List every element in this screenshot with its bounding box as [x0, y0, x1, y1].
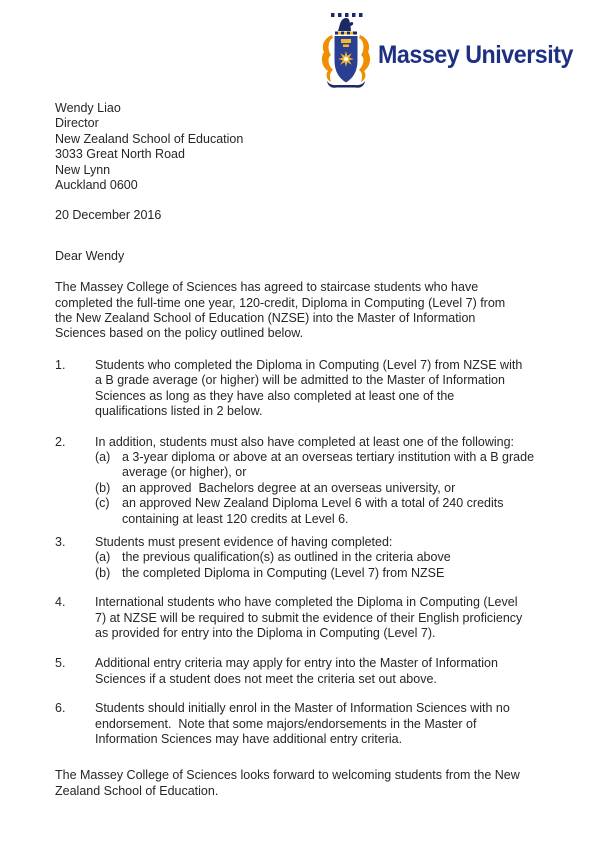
massey-crest-icon [319, 12, 373, 90]
recipient-address-line: Director [55, 116, 99, 131]
policy-item [55, 358, 585, 420]
policy-sub-item-line: an approved New Zealand Diploma Level 6 with a total of 240 credits [122, 496, 504, 511]
policy-sub-item [95, 496, 585, 527]
recipient-address-line: New Lynn [55, 162, 111, 177]
policy-item-line: Sciences if a student does not meet the criteria set out above. [95, 671, 437, 686]
policy-sub-item-label: (a) [95, 550, 111, 565]
policy-sub-item-body [122, 496, 585, 527]
letter-content [55, 101, 585, 799]
policy-sub-item-label: (b) [95, 480, 111, 495]
recipient-address-line: 3033 Great North Road [55, 147, 185, 162]
crest-horse-head [338, 18, 353, 31]
policy-item-number: 4. [55, 595, 66, 610]
salutation: Dear Wendy [55, 248, 125, 263]
recipient-address-line: Wendy Liao [55, 101, 121, 115]
policy-item-line: Information Sciences may have additional entry criteria. [95, 732, 403, 746]
policy-item-body [95, 701, 585, 747]
policy-sub-item-line: containing at least 120 credits at Level 6. [122, 511, 349, 526]
policy-sub-item-body [122, 566, 585, 581]
policy-item-body [95, 358, 585, 420]
closing-line: Zealand School of Education. [55, 783, 219, 798]
policy-item-body [95, 535, 585, 581]
closing-line: The Massey College of Sciences looks forward to welcoming students from the New [55, 768, 520, 783]
policy-sub-item [95, 481, 585, 496]
policy-sub-item-body [122, 481, 585, 496]
policy-item-body [95, 595, 585, 641]
policy-list [55, 358, 585, 748]
recipient-address-block [55, 101, 585, 193]
date-line: 20 December 2016 [55, 208, 162, 223]
policy-item [55, 435, 585, 527]
policy-sub-item-label: (b) [95, 565, 111, 580]
policy-sub-item-line: an approved Bachelors degree at an overseas university, or [122, 480, 456, 495]
policy-sub-item-body [122, 550, 585, 565]
policy-item-line: In addition, students must also have completed at least one of the following: [95, 434, 515, 449]
policy-item-number: 1. [55, 357, 66, 372]
intro-line: Sciences based on the policy outlined below. [55, 326, 304, 341]
policy-item-line: Students must present evidence of having completed: [95, 534, 393, 549]
policy-item-body [95, 435, 585, 527]
recipient-address-line: Auckland 0600 [55, 178, 138, 193]
policy-item-number: 3. [55, 534, 66, 549]
policy-sub-item [95, 550, 585, 565]
letterhead-logo [319, 12, 574, 92]
policy-item-line: Students who completed the Diploma in Computing (Level 7) from NZSE with [95, 357, 523, 372]
policy-sub-item-label: (c) [95, 496, 110, 511]
policy-item [55, 656, 585, 687]
intro-paragraph [55, 280, 585, 342]
policy-item-line: 7) at NZSE will be required to submit the evidence of their English proficiency [95, 610, 523, 625]
policy-sub-item-line: the completed Diploma in Computing (Level 7) from NZSE [122, 565, 445, 580]
policy-item-line: qualifications listed in 2 below. [95, 404, 263, 419]
policy-item-line: Additional entry criteria may apply for entry into the Master of Information [95, 656, 498, 671]
policy-item-number: 6. [55, 701, 66, 716]
policy-item [55, 701, 585, 747]
policy-item-body [95, 656, 585, 687]
intro-line: the New Zealand School of Education (NZSE) into the Master of Information [55, 311, 476, 326]
policy-item-line: endorsement. Note that some majors/endorsements in the Master of [95, 716, 477, 731]
policy-item-number: 5. [55, 656, 66, 671]
recipient-address-line: New Zealand School of Education [55, 131, 244, 146]
policy-item-line: as provided for entry into the Diploma in Computing (Level 7). [95, 625, 436, 640]
university-wordmark: Massey University [378, 41, 574, 69]
policy-sub-item-line: the previous qualification(s) as outlined in the criteria above [122, 550, 451, 565]
policy-sub-item-line: average (or higher), or [122, 465, 247, 480]
policy-item [55, 595, 585, 641]
policy-sub-item [95, 450, 585, 481]
policy-item-line: Sciences as long as they have also completed at least one of the [95, 388, 455, 403]
policy-item-line: International students who have completed the Diploma in Computing (Level [95, 595, 518, 610]
closing-paragraph [55, 768, 585, 799]
policy-item-number: 2. [55, 434, 66, 449]
intro-line: The Massey College of Sciences has agreed to staircase students who have [55, 280, 479, 295]
policy-item-line: a B grade average (or higher) will be admitted to the Master of Information [95, 373, 505, 388]
intro-line: completed the full-time one year, 120-credit, Diploma in Computing (Level 7) from [55, 295, 506, 310]
policy-item [55, 535, 585, 581]
crest-checky-strip [331, 13, 363, 17]
policy-sub-item-line: a 3-year diploma or above at an overseas tertiary institution with a B grade [122, 449, 535, 464]
policy-sub-item [95, 566, 585, 581]
policy-sub-item-body [122, 450, 585, 481]
policy-sub-item-label: (a) [95, 449, 111, 464]
policy-item-line: Students should initially enrol in the Master of Information Sciences with no [95, 701, 510, 716]
